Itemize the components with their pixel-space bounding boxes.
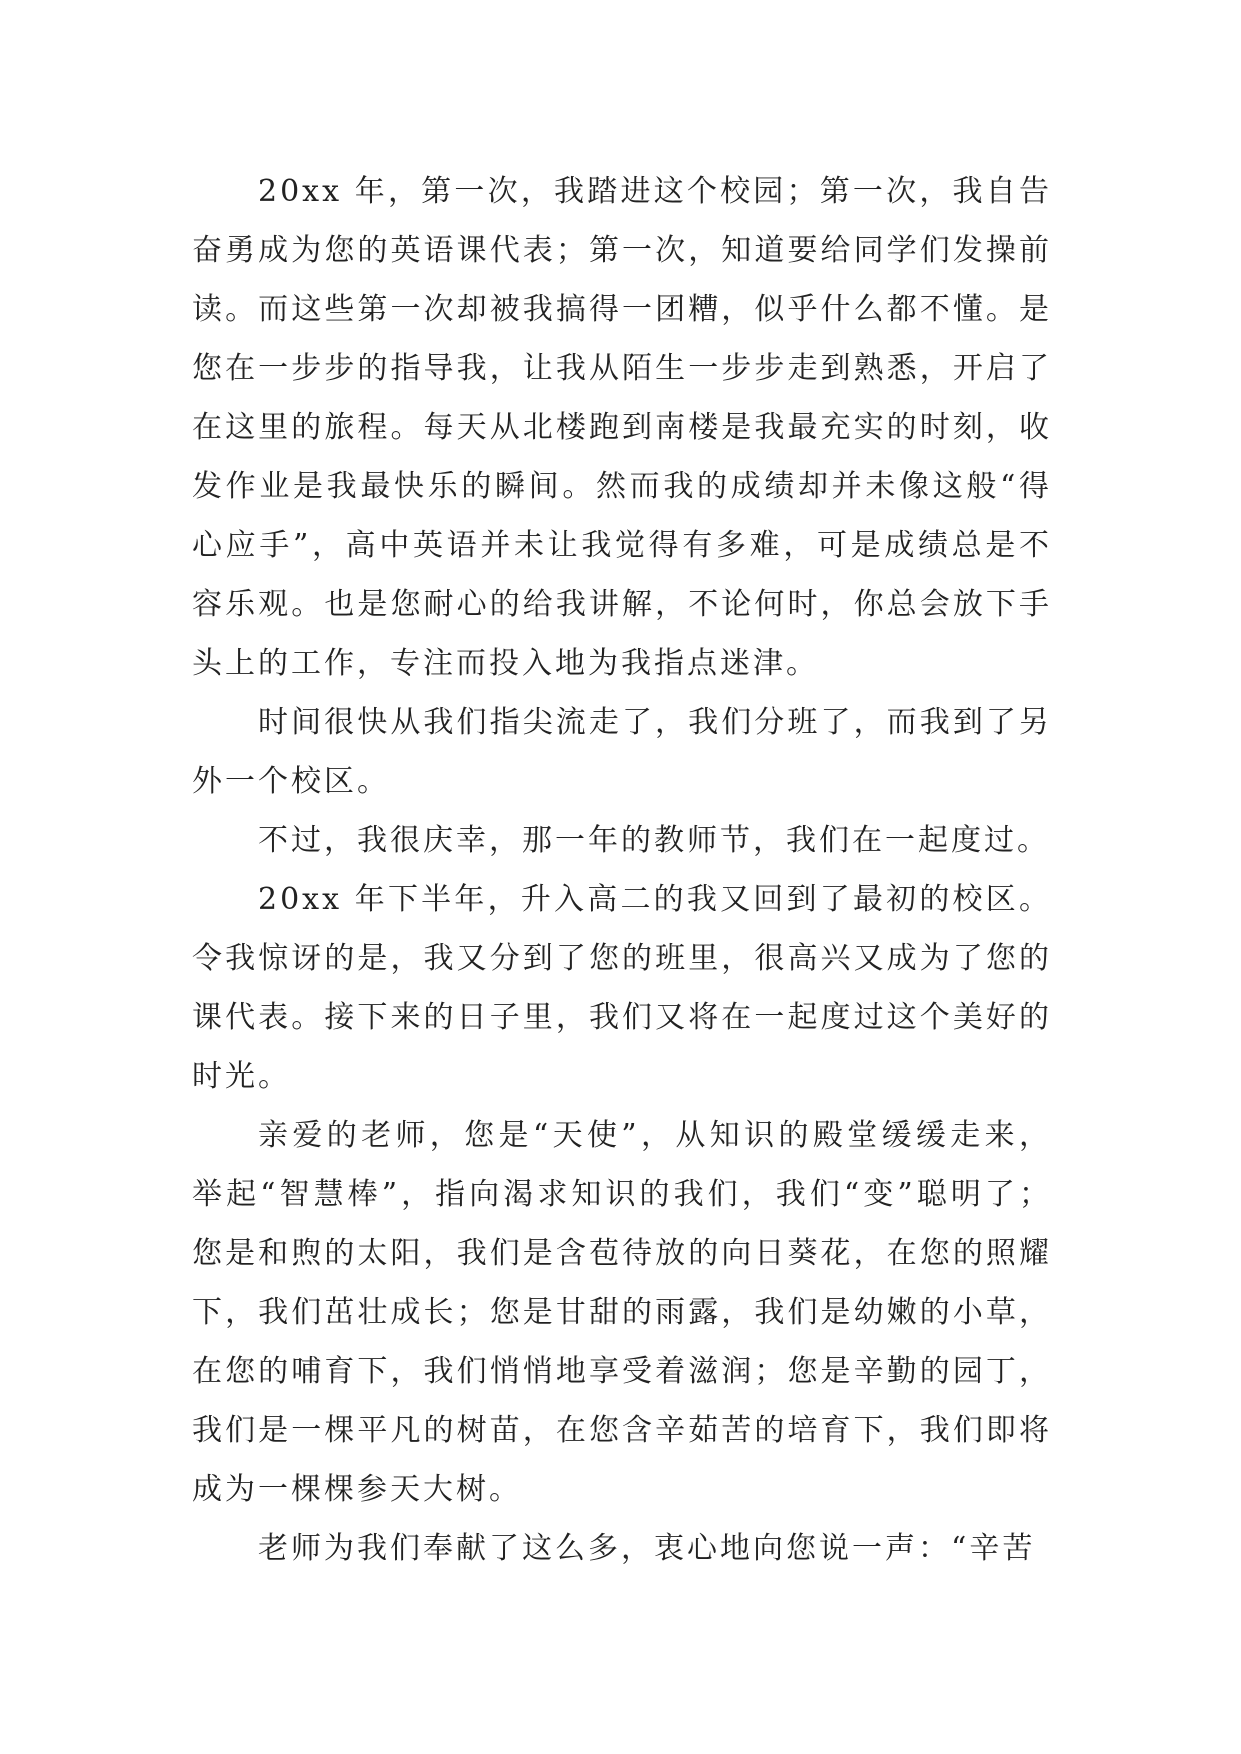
paragraph-metaphors: 亲爱的老师，您是“天使”，从知识的殿堂缓缓走来，举起“智慧棒”，指向渴求知识的我们，我们“变”聪明了；您是和煦的太阳，我们是含苞待放的向日葵花，在您的照耀下，我们茁壮成长；您是甘甜的雨露，我们是幼嫩的小草，在您的哺育下，我们悄悄地享受着滋润；您是辛勤的园丁，我们是一棵平凡的树苗，在您含辛茹苦的培育下，我们即将成为一棵棵参天大树。: [192, 1118, 1052, 1507]
paragraph-first-year: 20xx 年，第一次，我踏进这个校园；第一次，我自告奋勇成为您的英语课代表；第一次，知道要给同学们发操前读。而这些第一次却被我搞得一团糟，似乎什么都不懂。是您在一步步的指导我，让我从陌生一步步走到熟悉，开启了在这里的旅程。每天从北楼跑到南楼是我最充实的时刻，收发作业是我最快乐的瞬间。然而我的成绩却并未像这般“得心应手”，高中英语并未让我觉得有多难，可是成绩总是不容乐观。也是您耐心的给我讲解，不论何时，你总会放下手头上的工作，专注而投入地为我指点迷津。: [192, 174, 1052, 681]
document-body: [192, 162, 1052, 1578]
paragraph-teachers-day: 不过，我很庆幸，那一年的教师节，我们在一起度过。: [258, 823, 1050, 858]
paragraph-thanks: 老师为我们奉献了这么多，衷心地向您说一声：“辛苦: [258, 1531, 1036, 1566]
paragraph-second-year: 20xx 年下半年，升入高二的我又回到了最初的校区。令我惊讶的是，我又分到了您的班里，很高兴又成为了您的课代表。接下来的日子里，我们又将在一起度过这个美好的时光。: [192, 882, 1052, 1094]
paragraph-class-split: 时间很快从我们指尖流走了，我们分班了，而我到了另外一个校区。: [192, 705, 1052, 799]
